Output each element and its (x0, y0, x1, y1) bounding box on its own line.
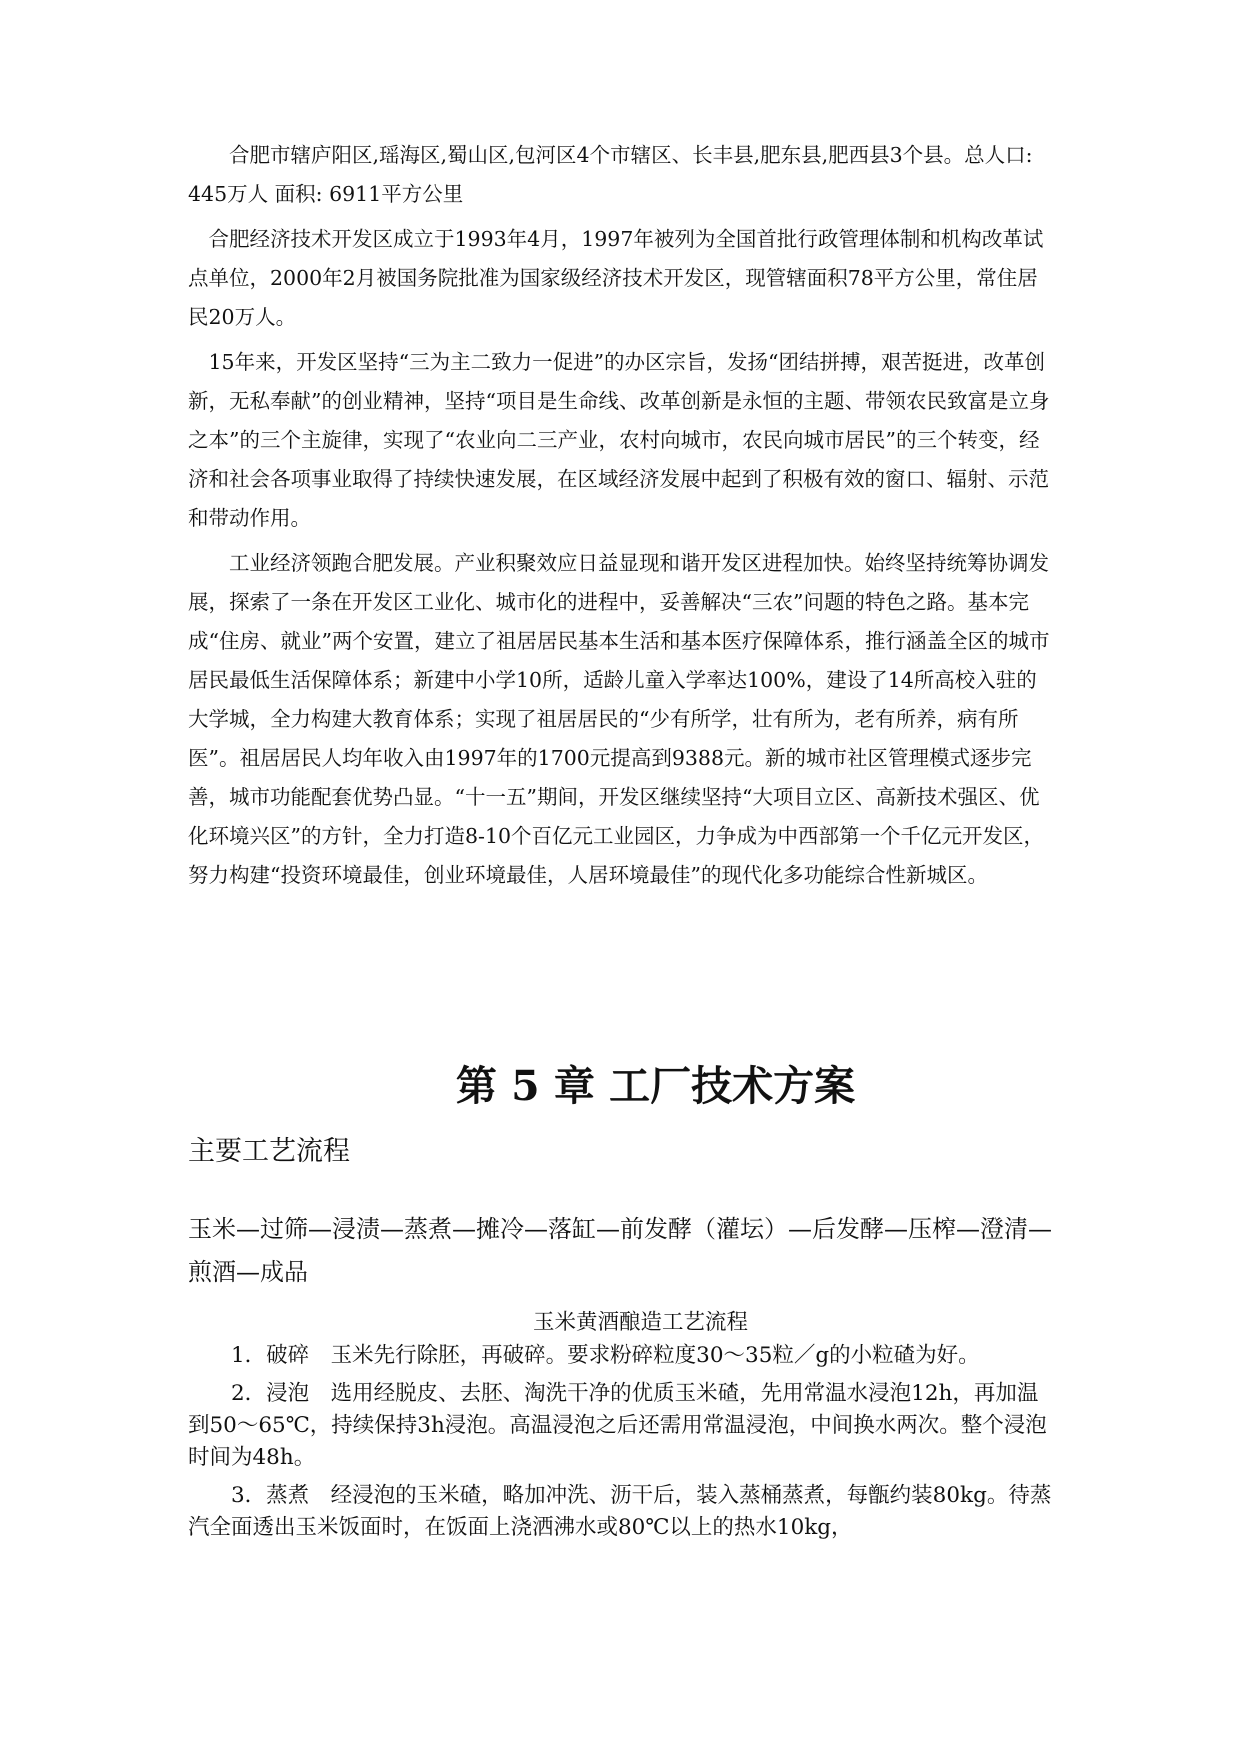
step-soaking: 2．浸泡 选用经脱皮、去胚、淘洗干净的优质玉米碴，先用常温水浸泡12h，再加温到50～65℃，持续保持3h浸泡。高温浸泡之后还需用常温浸泡，中间换水两次。整个浸泡时间为48h。 (188, 1381, 1047, 1470)
step-crushing: 1．破碎 玉米先行除胚，再破碎。要求粉碎粒度30～35粒／g的小粒碴为好。 (231, 1343, 980, 1368)
intro-section (188, 136, 1056, 901)
chapter-title: 第 5 章 工厂技术方案 (455, 1062, 856, 1110)
paragraph-hefei-districts: 合肥市辖庐阳区,瑶海区,蜀山区,包河区4个市辖区、长丰县,肥东县,肥西县3个县。总人口: 445万人 面积: 6911平方公里 (188, 143, 1033, 206)
paragraph-industrial-economy: 工业经济领跑合肥发展。产业积聚效应日益显现和谐开发区进程加快。始终坚持统筹协调发展，探索了一条在开发区工业化、城市化的进程中，妥善解决“三农”问题的特色之路。基本完成“住房、就业”两个安置，建立了祖居居民基本生活和基本医疗保障体系，推行涵盖全区的城市居民最低生活保障体系；新建中小学10所，适龄儿童入学率达100%，建设了14所高校入驻的大学城，全力构建大教育体系；实现了祖居居民的“少有所学，壮有所为，老有所养，病有所医”。祖居居民人均年收入由1997年的1700元提高到9388元。新的城市社区管理模式逐步完善，城市功能配套优势凸显。“十一五”期间，开发区继续坚持“大项目立区、高新技术强区、优化环境兴区”的方针，全力打造8-10个百亿元工业园区，力争成为中西部第一个千亿元开发区，努力构建“投资环境最佳，创业环境最佳，人居环境最佳”的现代化多功能综合性新城区。 (188, 551, 1050, 887)
process-flow (188, 1208, 1056, 1294)
step-steaming: 3．蒸煮 经浸泡的玉米碴，略加冲洗、沥干后，装入蒸桶蒸煮，每甑约装80kg。待蒸汽全面透出玉米饭面时，在饭面上浇洒沸水或80℃以上的热水10kg， (188, 1483, 1052, 1540)
process-steps (188, 1340, 1058, 1550)
section-heading: 主要工艺流程 (188, 1136, 350, 1167)
process-flow-text: 玉米—过筛—浸渍—蒸煮—摊冷—落缸—前发酵（灌坛）—后发酵—压榨—澄清—煎酒—成品 (188, 1215, 1052, 1286)
process-title: 玉米黄酒酿造工艺流程 (532, 1310, 748, 1335)
paragraph-dev-zone-founding: 合肥经济技术开发区成立于1993年4月，1997年被列为全国首批行政管理体制和机构改革试点单位，2000年2月被国务院批准为国家级经济技术开发区，现管辖面积78平方公里，常住居民20万人。 (188, 227, 1044, 329)
paragraph-fifteen-years: 15年来，开发区坚持“三为主二致力一促进”的办区宗旨，发扬“团结拼搏，艰苦挺进，改革创新，无私奉献”的创业精神，坚持“项目是生命线、改革创新是永恒的主题、带领农民致富是立身之本”的三个主旋律，实现了“农业向二三产业，农村向城市，农民向城市居民”的三个转变，经济和社会各项事业取得了持续快速发展，在区域经济发展中起到了积极有效的窗口、辐射、示范和带动作用。 (188, 350, 1050, 530)
